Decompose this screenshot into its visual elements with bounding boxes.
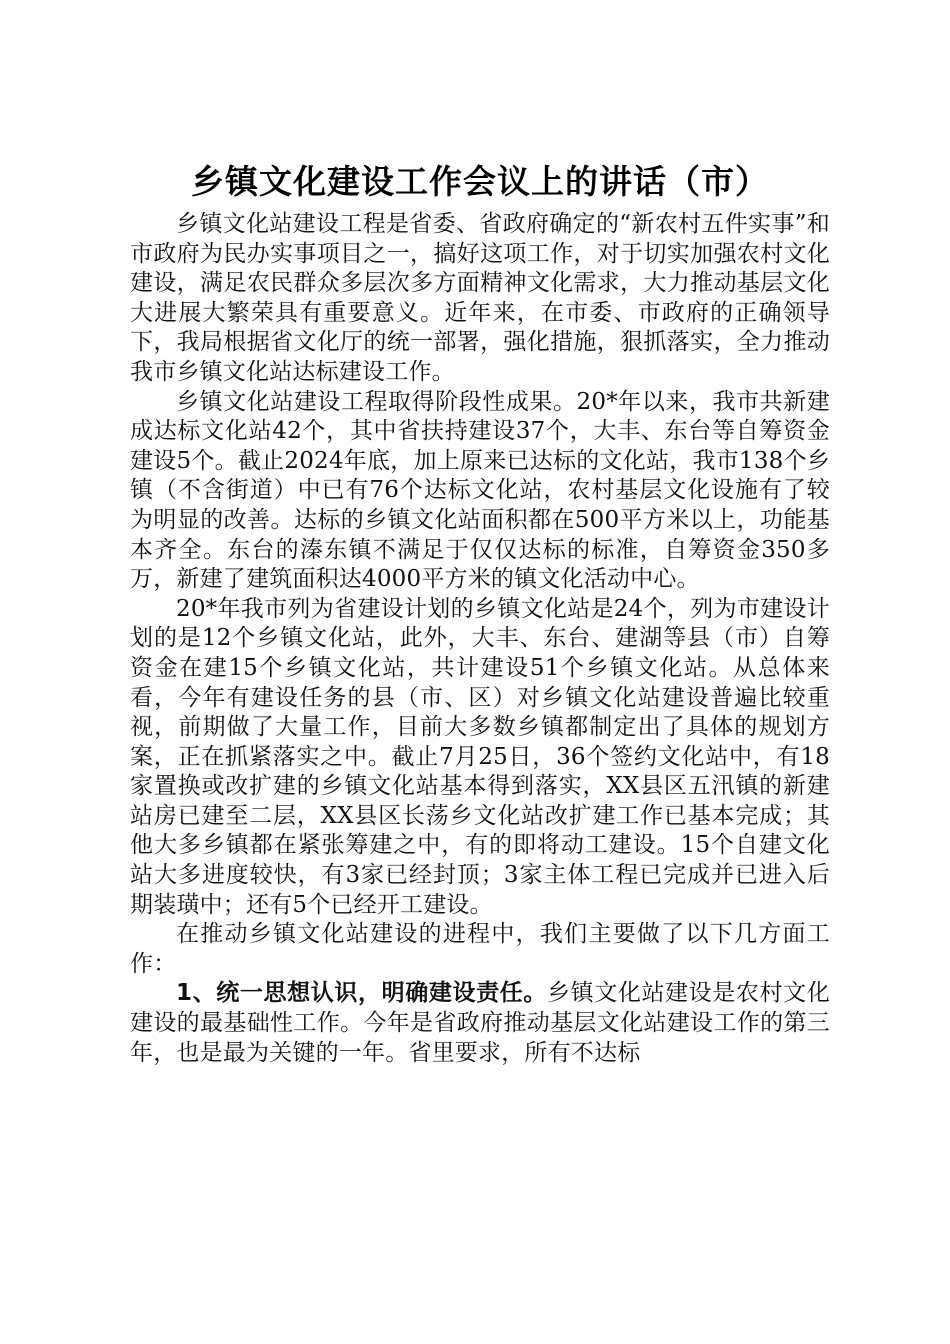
paragraph-current-plan (130, 595, 830, 921)
document-title: 乡镇文化建设工作会议上的讲话（市） (191, 162, 769, 201)
paragraph-point-1 (130, 979, 830, 1068)
paragraph-achievements (130, 388, 830, 595)
paragraph-lead-heading: 1、统一思想认识，明确建设责任。 (176, 980, 547, 1007)
paragraph-text: 20*年我市列为省建设计划的乡镇文化站是24个，列为市建设计划的是12个乡镇文化站，此外，大丰、东台、建湖等县（市）自筹资金在建15个乡镇文化站，共计建设51个乡镇文化站。从总体来看，今年有建设任务的县（市、区）对乡镇文化站建设普遍比较重视，前期做了大量工作，目前大多数乡镇都制定出了具体的规划方案，正在抓紧落实之中。截止7月25日，36个签约文化站中，有18家置换或改扩建的乡镇文化站基本得到落实，XX县区五汛镇的新建站房已建至二层，XX县区长荡乡文化站改扩建工作已基本完成；其他大多乡镇都在紧张筹建之中，有的即将动工建设。15个自建文化站大多进度较快，有3家已经封顶；3家主体工程已完成并已进入后期装璜中；还有5个已经开工建设。 (130, 595, 830, 918)
paragraph-text: 乡镇文化站建设是农村文化建设的最基础性工作。今年是省政府推动基层文化站建设工作的第三年，也是最为关键的一年。省里要求，所有不达标 (130, 980, 830, 1066)
document-body (130, 160, 830, 1068)
paragraph-text: 在推动乡镇文化站建设的进程中，我们主要做了以下几方面工作： (130, 921, 830, 977)
paragraph-text: 乡镇文化站建设工程取得阶段性成果。20*年以来，我市共新建成达标文化站42个，其中省扶持建设37个，大丰、东台等自筹资金建设5个。截止2024年底，加上原来已达标的文化站，我市138个乡镇（不含街道）中已有76个达标文化站，农村基层文化设施有了较为明显的改善。达标的乡镇文化站面积都在500平方米以上，功能基本齐全。东台的溱东镇不满足于仅仅达标的标准，自筹资金350多万，新建了建筑面积达4000平方米的镇文化活动中心。 (130, 388, 830, 593)
paragraph-work-intro (130, 920, 830, 979)
paragraph-text: 乡镇文化站建设工程是省委、省政府确定的“新农村五件实事”和市政府为民办实事项目之一，搞好这项工作，对于切实加强农村文化建设，满足农民群众多层次多方面精神文化需求，大力推动基层文化大进展大繁荣具有重要意义。近年来，在市委、市政府的正确领导下，我局根据省文化厅的统一部署，强化措施，狠抓落实，全力推动我市乡镇文化站达标建设工作。 (130, 211, 830, 385)
paragraph-intro (130, 210, 830, 388)
